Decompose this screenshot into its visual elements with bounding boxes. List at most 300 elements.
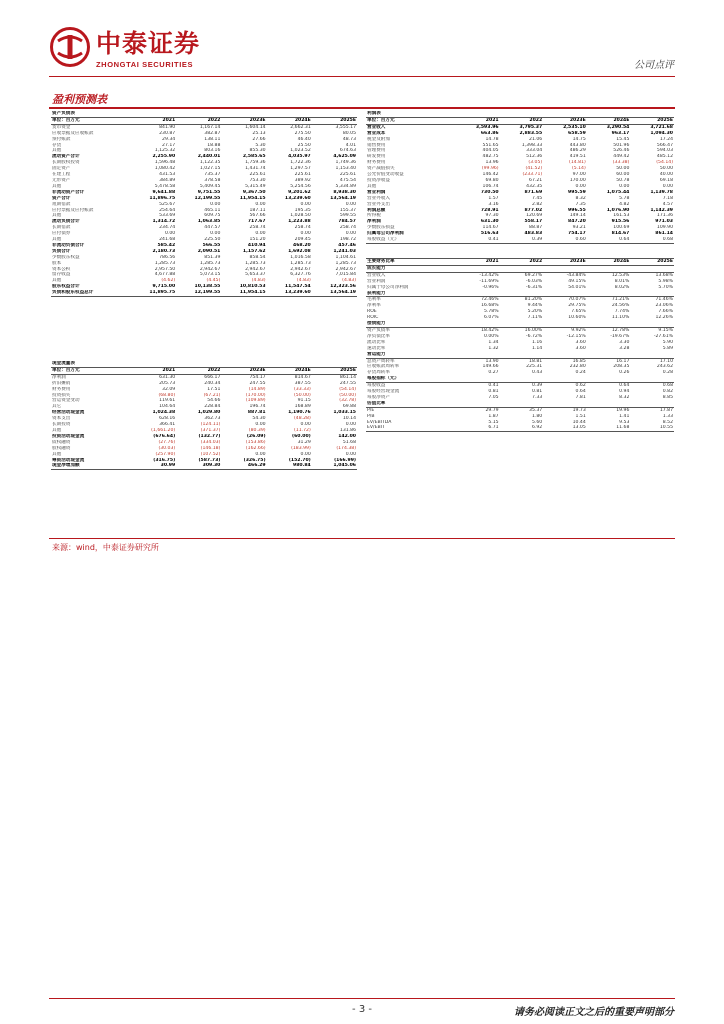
- row-label: 利润总额: [367, 207, 386, 213]
- row-value: 1,167.14: [199, 124, 221, 130]
- row-value: (50.00): [294, 392, 311, 398]
- row-value: 0.00: [210, 201, 221, 207]
- row-value: 30.99: [131, 463, 176, 469]
- row-value: 9.15%: [658, 327, 673, 333]
- ratio-group-blank: [587, 265, 631, 272]
- row-value: (14.89): [248, 386, 266, 392]
- row-value: 12,323.56: [330, 284, 356, 290]
- row-value: 97.00: [572, 172, 586, 178]
- row-value: 12.26%: [655, 315, 673, 321]
- row-value: 526.46: [613, 148, 630, 154]
- income-statement-table: [366, 111, 674, 244]
- row-value: 11.10%: [611, 315, 630, 321]
- row-value: (4.83): [342, 278, 356, 284]
- row-value: 17.10: [659, 358, 673, 364]
- row-value: 51.68: [342, 439, 356, 445]
- row-value: 0.94: [619, 389, 630, 395]
- row-value: 0.68: [630, 237, 674, 243]
- row-label: 股本: [52, 260, 62, 266]
- row-value: 0.39: [531, 383, 543, 389]
- table-bottom-divider: [49, 538, 675, 539]
- row-label: 净负债比率: [367, 333, 390, 339]
- row-value: 69.88: [342, 404, 356, 410]
- year-header: 2025E: [630, 117, 674, 124]
- row-value: 2.82: [531, 201, 543, 207]
- row-value: 1,023.52: [290, 148, 311, 154]
- ratio-group-label: 营运能力: [366, 352, 456, 358]
- row-label: 其它: [52, 404, 62, 410]
- row-value: 9,751.55: [197, 189, 221, 195]
- row-value: 6.92: [500, 425, 544, 431]
- row-value: 0.64: [587, 237, 631, 243]
- row-value: (166.99): [334, 457, 356, 463]
- row-label: 预付账款: [52, 136, 71, 142]
- row-value: 11,954.15: [239, 195, 266, 201]
- row-value: 0.43: [531, 370, 543, 376]
- year-header: 2021: [131, 117, 176, 124]
- row-value: 5.90: [662, 339, 673, 345]
- row-value: 0.00: [662, 183, 673, 189]
- row-value: 11,954.15: [221, 290, 266, 296]
- row-value: 1,692.08: [288, 248, 311, 254]
- row-value: 0.00: [345, 231, 356, 237]
- row-value: 35.37: [529, 407, 543, 413]
- year-header: 2021: [456, 117, 500, 124]
- row-value: 10.60%: [568, 315, 586, 321]
- row-value: -6.03%: [525, 278, 543, 284]
- header-divider: [49, 76, 675, 77]
- row-value: 149.14: [569, 213, 586, 219]
- row-value: 209.45: [294, 237, 311, 243]
- year-header: 2022: [500, 117, 544, 124]
- row-value: 384.89: [159, 177, 176, 183]
- row-value: 5,254.56: [290, 183, 311, 189]
- row-value: 142.00: [338, 433, 356, 439]
- row-value: 8.02%: [614, 284, 630, 290]
- year-header: 2024E: [267, 367, 312, 374]
- row-value: 887.81: [247, 410, 266, 416]
- row-value: 7.74%: [614, 309, 630, 315]
- row-value: 131.86: [339, 427, 356, 433]
- ratio-group-label: 估值比率: [366, 401, 456, 407]
- row-value: 567.66: [249, 213, 266, 219]
- row-value: (257.90): [155, 451, 176, 457]
- row-value: 404.05: [482, 148, 499, 154]
- row-value: 230.87: [159, 130, 176, 136]
- row-label: P/B: [367, 413, 375, 419]
- row-value: 996.55: [568, 207, 586, 213]
- row-value: -43.84%: [566, 272, 586, 278]
- row-value: 387.55: [294, 380, 311, 386]
- row-value: 2,957.50: [154, 266, 176, 272]
- row-value: 784.57: [338, 219, 356, 225]
- row-label: 营业利润: [367, 278, 386, 284]
- row-value: 9.53: [619, 419, 630, 425]
- row-value: 120.69: [526, 213, 543, 219]
- row-label: 财务费用: [52, 386, 71, 392]
- row-label: 营业成本: [367, 130, 386, 136]
- row-label: 净利率: [367, 303, 381, 309]
- row-value: 5.20%: [527, 309, 543, 315]
- row-label: 管理费用: [367, 148, 386, 154]
- row-value: 754.17: [568, 231, 586, 237]
- cashflow-table: [51, 361, 357, 470]
- row-value: 2,255.90: [152, 154, 176, 160]
- row-value: 70.07%: [568, 297, 586, 303]
- row-value: 432.35: [526, 183, 543, 189]
- row-value: 5,315.49: [245, 183, 266, 189]
- disclaimer-note: 请务必阅读正文之后的重要声明部分: [514, 1007, 674, 1018]
- financial-ratios-table: [366, 258, 674, 432]
- row-value: 389.92: [294, 177, 311, 183]
- row-value: 8,938.30: [333, 189, 356, 195]
- row-value: 466.29: [221, 463, 266, 469]
- row-label: 营业外收入: [367, 195, 390, 201]
- row-value: 6,327.76: [290, 272, 311, 278]
- row-value: 963.17: [611, 130, 630, 136]
- row-value: 40.00: [659, 172, 673, 178]
- row-value: 8.32: [575, 195, 586, 201]
- row-value: -19.67%: [610, 333, 630, 339]
- row-value: 1.14: [531, 345, 543, 351]
- row-value: 27.66: [252, 136, 266, 142]
- row-value: 225.61: [249, 172, 266, 178]
- row-value: 5,478.58: [154, 183, 176, 189]
- row-value: 247.55: [339, 380, 356, 386]
- row-value: (50.00): [339, 392, 356, 398]
- row-value: (326.75): [243, 457, 266, 463]
- row-value: (32.78): [339, 398, 356, 404]
- row-value: 525.67: [159, 201, 176, 207]
- row-value: 225.61: [294, 172, 311, 178]
- row-value: 3.16: [488, 201, 499, 207]
- row-value: (27.76): [158, 439, 176, 445]
- row-label: 应收票据及应收账款: [52, 130, 94, 136]
- table-header-row: [51, 367, 357, 374]
- row-label: 营业收入: [367, 272, 386, 278]
- row-value: 0.00: [619, 183, 630, 189]
- row-value: 54.66: [207, 398, 221, 404]
- row-value: 486.29: [569, 148, 586, 154]
- row-value: 8.32: [619, 394, 630, 400]
- row-label: 速动比率: [367, 345, 386, 351]
- table-header-row: [366, 259, 674, 266]
- footer-divider: [49, 998, 675, 999]
- row-value: 275.50: [294, 130, 311, 136]
- row-value: 3.60: [575, 345, 586, 351]
- row-label: 固定资产: [52, 166, 71, 172]
- row-value: 5,334.89: [335, 183, 356, 189]
- year-header: 2023E: [543, 117, 587, 124]
- row-value: 419.51: [569, 154, 586, 160]
- row-value: 366.41: [159, 422, 176, 428]
- row-label: 其他: [52, 237, 62, 243]
- row-value: 0.00: [575, 183, 586, 189]
- year-header: 2025E: [630, 259, 674, 266]
- row-label: 其他: [52, 183, 62, 189]
- row-value: 16.00%: [524, 327, 543, 333]
- row-value: 5.89: [662, 345, 673, 351]
- row-value: 146.42: [482, 172, 499, 178]
- row-value: 1,285.73: [245, 260, 266, 266]
- row-value: 151.20: [249, 237, 266, 243]
- row-label: 其他: [52, 278, 62, 284]
- row-label: 债权融资: [52, 439, 71, 445]
- row-value: (99.96): [481, 166, 499, 172]
- row-value: 114.67: [482, 225, 499, 231]
- row-value: 861.14: [655, 231, 673, 237]
- report-type-tag: 公司点评: [634, 60, 674, 71]
- row-value: 7.81: [575, 394, 586, 400]
- row-value: 516.63: [480, 231, 499, 237]
- row-value: 67.21: [529, 177, 543, 183]
- row-value: 24.56%: [611, 303, 630, 309]
- row-label: 应付债券: [52, 231, 71, 237]
- row-value: 8.52: [662, 419, 673, 425]
- row-label: 货币资金: [52, 124, 71, 130]
- row-value: 155.37: [339, 207, 356, 213]
- row-label: 留存收益: [52, 272, 71, 278]
- row-value: 666.17: [204, 374, 221, 380]
- year-header: 2025E: [312, 117, 357, 124]
- row-value: 1,142.39: [650, 207, 673, 213]
- row-label: 非流动负债合计: [52, 242, 85, 248]
- row-value: 915.56: [611, 219, 630, 225]
- row-value: 1,125.32: [154, 148, 176, 154]
- row-value: 2,090.51: [197, 248, 221, 254]
- row-value: 171.36: [656, 213, 673, 219]
- ratio-group-label: 偿债能力: [366, 321, 456, 327]
- row-value: 8.01%: [614, 278, 630, 284]
- row-label: EV/EBIT: [366, 425, 456, 431]
- row-value: 14.75: [572, 136, 586, 142]
- row-value: 2,662.31: [290, 124, 311, 130]
- row-value: 1,076.90: [606, 207, 630, 213]
- row-value: 0.81: [488, 389, 499, 395]
- row-value: 119.61: [159, 398, 176, 404]
- row-value: 29.34: [162, 136, 176, 142]
- row-value: 0.28: [662, 370, 673, 376]
- row-value: -0.96%: [482, 284, 499, 290]
- row-value: 19.96: [616, 407, 630, 413]
- row-value: 104.64: [159, 404, 176, 410]
- row-value: 4,625.09: [333, 154, 356, 160]
- row-value: (41.52): [525, 166, 543, 172]
- row-value: 11.68: [587, 425, 631, 431]
- row-value: 7,015.84: [335, 272, 356, 278]
- row-value: (233.71): [522, 172, 543, 178]
- row-value: 9,715.00: [152, 284, 176, 290]
- row-value: 558.17: [524, 219, 543, 225]
- row-value: (371.37): [200, 427, 221, 433]
- ratio-group-blank: [456, 265, 500, 272]
- row-value: 382.87: [204, 130, 221, 136]
- row-value: 1,398.33: [521, 142, 543, 148]
- row-label: 其他: [52, 451, 62, 457]
- row-label: 投资净收益: [367, 177, 390, 183]
- row-value: (4.62): [161, 278, 176, 284]
- row-value: -6.31%: [525, 284, 543, 290]
- row-label: ROIC: [367, 315, 379, 321]
- year-header: 2022: [176, 367, 221, 374]
- row-value: 449.42: [613, 154, 630, 160]
- row-value: 71.46%: [655, 297, 673, 303]
- row-value: 27.17: [162, 142, 176, 148]
- row-value: 0.24: [575, 370, 586, 376]
- row-value: 814.67: [294, 374, 311, 380]
- row-value: 7.65%: [571, 309, 586, 315]
- row-value: 730.50: [480, 189, 499, 195]
- row-value: 5,653.37: [245, 272, 266, 278]
- row-value: 18.81: [529, 358, 543, 364]
- row-label: 资产负债率: [367, 327, 390, 333]
- row-value: 851.39: [204, 254, 221, 260]
- row-value: 0.82: [662, 389, 673, 395]
- year-header: 2023E: [221, 117, 266, 124]
- row-value: 1,033.15: [333, 410, 356, 416]
- ratio-group-label: 获利能力: [366, 291, 456, 297]
- row-value: 17.51: [207, 386, 221, 392]
- row-value: 1.80: [531, 413, 543, 419]
- year-header: 2024E: [267, 117, 312, 124]
- row-value: 0.62: [575, 383, 586, 389]
- row-value: 16.17: [616, 358, 630, 364]
- row-value: 93.21: [572, 225, 586, 231]
- row-value: (170.00): [245, 392, 266, 398]
- row-value: 1.34: [488, 339, 499, 345]
- row-label: 每股经营现金流: [367, 389, 400, 395]
- row-value: (3.05): [528, 160, 543, 166]
- row-value: 483.83: [524, 231, 543, 237]
- row-label: 营业收入: [367, 124, 386, 130]
- ratio-group-label: 每股指标（元）: [366, 376, 456, 382]
- row-value: 10.55: [630, 425, 674, 431]
- row-value: 566.55: [202, 242, 221, 248]
- row-value: (146.18): [200, 445, 221, 451]
- balance-sheet-table: [51, 111, 357, 297]
- row-value: 9,201.62: [288, 189, 311, 195]
- row-value: 9,641.88: [152, 189, 176, 195]
- year-header: 2024E: [587, 259, 631, 266]
- year-header: 2025E: [312, 367, 357, 374]
- row-value: 16.68%: [481, 303, 499, 309]
- row-label: 投资损失: [52, 392, 71, 398]
- row-value: 9.92%: [571, 327, 586, 333]
- row-value: 17.87: [659, 407, 673, 413]
- row-value: (4.45): [206, 278, 221, 284]
- row-value: 501.96: [613, 142, 630, 148]
- row-value: 0.81: [531, 389, 543, 395]
- row-value: 7.45: [531, 195, 543, 201]
- row-value: 468.20: [293, 242, 311, 248]
- row-value: 13,564.19: [312, 290, 357, 296]
- row-value: 1,223.88: [288, 219, 311, 225]
- row-value: (5.14): [571, 166, 586, 172]
- row-value: 3,593.96: [475, 124, 499, 130]
- row-value: 663.86: [480, 130, 499, 136]
- row-value: 69.27%: [524, 272, 543, 278]
- row-value: (60.00): [292, 433, 311, 439]
- row-value: (109.89): [245, 398, 266, 404]
- year-header: 2022: [500, 259, 544, 266]
- row-value: 9.44%: [527, 303, 543, 309]
- row-value: 10,810.53: [239, 284, 266, 290]
- row-value: 1,285.73: [154, 260, 176, 266]
- row-value: 100.69: [613, 225, 630, 231]
- row-value: 1.57: [488, 195, 499, 201]
- row-value: 1,285.73: [290, 260, 311, 266]
- row-value: 48.73: [342, 136, 356, 142]
- row-value: (174.38): [336, 445, 356, 451]
- section-title: 盈利预测表: [52, 93, 107, 106]
- row-label: 公允价值变动收益: [367, 172, 404, 178]
- row-value: 5.30: [255, 142, 266, 148]
- row-value: 753.30: [249, 177, 266, 183]
- row-value: (68.80): [158, 392, 176, 398]
- row-value: 0.00: [164, 231, 176, 237]
- table-header-row: [366, 117, 674, 124]
- row-value: 5,073.15: [199, 272, 221, 278]
- row-value: 240.34: [204, 380, 221, 386]
- row-value: 12,199.55: [194, 195, 221, 201]
- row-value: (1,661.20): [151, 427, 176, 433]
- row-value: 81.20%: [524, 297, 543, 303]
- row-label: 现金净增加额: [51, 463, 131, 469]
- row-value: 0.00: [300, 422, 311, 428]
- table-row: [366, 425, 674, 431]
- row-value: 19.73: [572, 407, 586, 413]
- row-value: 599.55: [339, 213, 356, 219]
- section-divider: [49, 107, 675, 109]
- row-value: 208.35: [613, 364, 630, 370]
- row-label: 研发费用: [367, 154, 386, 160]
- row-value: 482.75: [482, 154, 499, 160]
- row-value: 585.42: [157, 242, 176, 248]
- row-value: 88.87: [529, 225, 543, 231]
- row-value: -12.15%: [566, 333, 586, 339]
- row-value: 609.75: [204, 213, 221, 219]
- row-value: -6.72%: [525, 333, 543, 339]
- row-value: (107.52): [200, 451, 221, 457]
- row-label: 营运资金变动: [52, 398, 80, 404]
- row-value: 754.17: [249, 374, 266, 380]
- row-label: 少数股东损益: [367, 225, 395, 231]
- row-value: 72.46%: [481, 297, 499, 303]
- row-value: 10.44: [572, 419, 586, 425]
- row-value: 971.03: [655, 219, 673, 225]
- row-value: (33.33): [294, 386, 311, 392]
- row-value: 378.58: [204, 177, 221, 183]
- row-value: 46.40: [297, 136, 311, 142]
- row-label: 流动资产合计: [52, 154, 80, 160]
- row-value: 16.85: [572, 358, 586, 364]
- row-value: 3.28: [619, 345, 630, 351]
- row-label: P/E: [367, 407, 375, 413]
- year-header: 2023E: [543, 259, 587, 266]
- row-value: 871.69: [524, 189, 543, 195]
- source-note: 来源：wind，中泰证券研究所: [52, 543, 159, 552]
- row-value: 228.84: [204, 404, 221, 410]
- row-value: 728.91: [480, 207, 499, 213]
- row-label: 经营活动现金流: [52, 410, 85, 416]
- row-value: 80.05: [342, 130, 356, 136]
- row-value: 0.00: [255, 451, 266, 457]
- row-value: (334.03): [200, 439, 221, 445]
- row-label: 资本公积: [52, 266, 71, 272]
- row-label: 销售费用: [367, 142, 386, 148]
- row-value: 1,285.73: [199, 260, 221, 266]
- row-value: (11.72): [294, 427, 311, 433]
